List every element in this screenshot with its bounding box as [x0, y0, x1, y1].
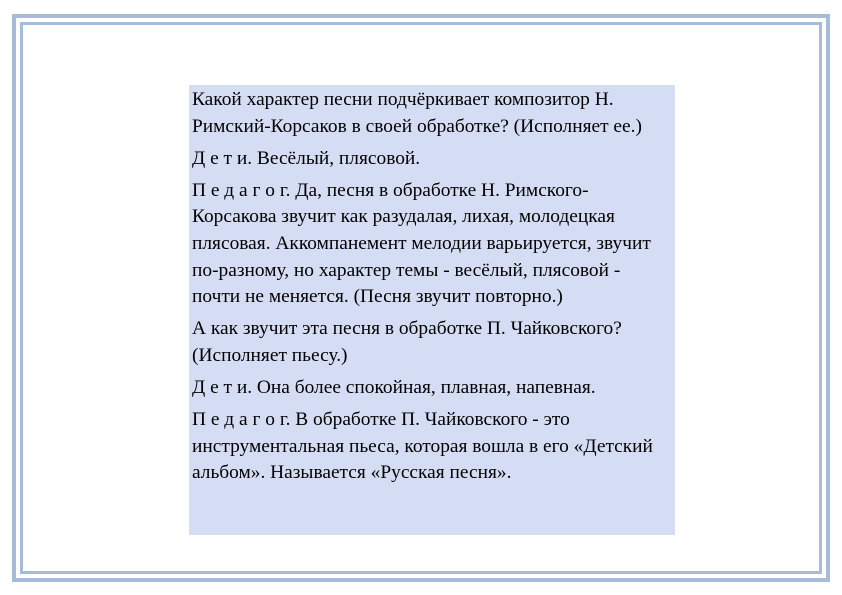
paragraph-question-2: А как звучит эта песня в обработке П. Чайковского? (Исполняет пьесу.) [192, 318, 622, 366]
paragraph-teacher-2: П е д а г о г. В обработке П. Чайковского - это инструментальная пьеса, которая вошла в его «Детский альбом». Называется «Русская песня». [192, 409, 653, 484]
paragraph-children-answer-1: Д е т и. Весёлый, плясовой. [192, 147, 421, 169]
paragraph-children-answer-2: Д е т и. Она более спокойная, плавная, напевная. [192, 376, 596, 398]
text-block [189, 85, 675, 535]
paragraph-teacher-1: П е д а г о г. Да, песня в обработке Н. Римского-Корсакова звучит как разудалая, лихая, молодецкая плясовая. Аккомпанемент мелодии варьируется, звучит по-разному, но характер темы - весёлый, плясовой - почти не меняется. (Песня звучит повторно.) [192, 179, 651, 308]
paragraph-question-1: Какой характер песни подчёркивает композитор Н. Римский-Корсаков в своей обработке? (Исполняет ее.) [192, 89, 642, 137]
